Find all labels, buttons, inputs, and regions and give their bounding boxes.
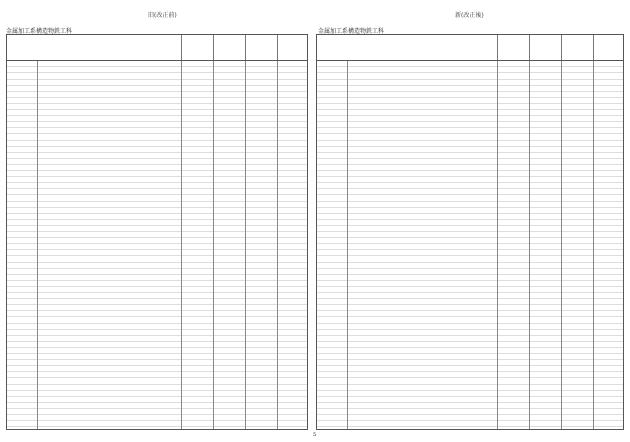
- page-number: 5: [313, 432, 317, 438]
- new-table-header: [317, 35, 623, 61]
- old-equipment-table: [6, 34, 308, 430]
- old-table-rows: [7, 61, 307, 429]
- old-subject: 金属加工系構造物鉄工科: [6, 28, 73, 35]
- new-page-label: 新(改正後): [455, 12, 484, 19]
- new-table-rows: [317, 61, 623, 429]
- old-page-label: 旧(改正前): [148, 12, 177, 19]
- old-table-header: [7, 35, 307, 61]
- new-equipment-table: [316, 34, 624, 430]
- new-subject: 金属加工系構造物鉄工科: [318, 28, 385, 35]
